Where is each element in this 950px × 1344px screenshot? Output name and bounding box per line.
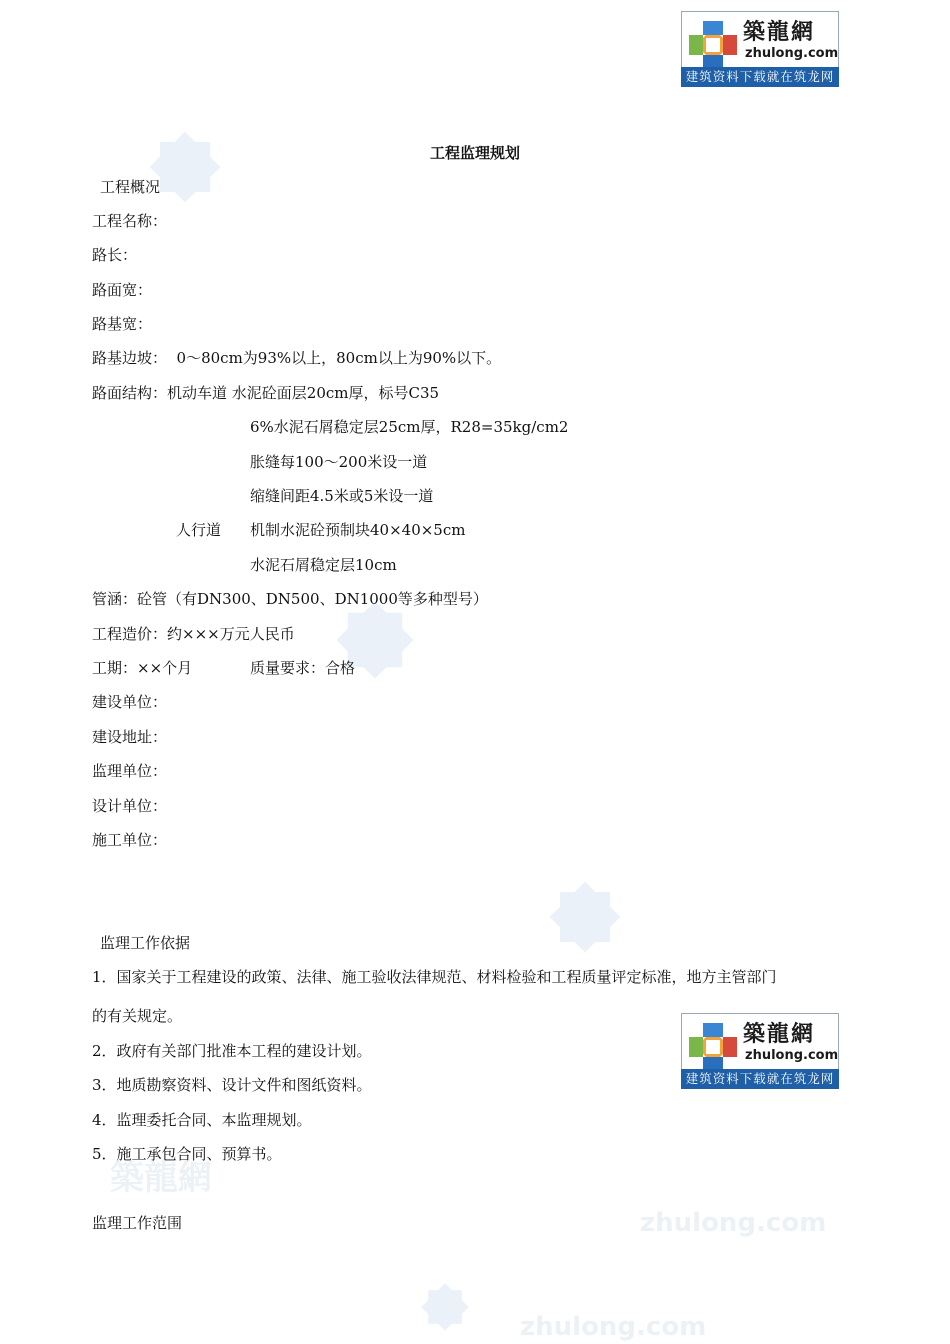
field-designer: 设计单位：	[92, 797, 168, 815]
document-title: 工程监理规划	[429, 144, 520, 162]
field-supervisor: 监理单位：	[92, 762, 168, 780]
zhulong-logo	[681, 1013, 839, 1089]
structure-line-4: 缩缝间距4.5米或5米设一道	[250, 487, 434, 505]
field-builder: 施工单位：	[92, 831, 168, 849]
sidewalk-line-2: 水泥石屑稳定层10cm	[250, 556, 397, 574]
logo-chinese-name: 築龍網	[743, 19, 816, 45]
basis-item: 1．国家关于工程建设的政策、法律、施工验收法律规范、材料检验和工程质量评定标准，地方主管部门	[92, 968, 777, 986]
field-period: 工期：××个月	[92, 659, 193, 677]
watermark-cn-text: 築龍網	[110, 1158, 212, 1198]
watermark-emblem-icon	[530, 862, 640, 972]
field-subgrade-slope: 路基边坡： 0～80cm为93%以上，80cm以上为90%以下。	[92, 349, 502, 367]
field-subgrade-width: 路基宽：	[92, 315, 153, 333]
section-heading-basis: 监理工作依据	[100, 934, 191, 952]
watermark-site-text: zhulong.com	[640, 1208, 827, 1238]
field-pavement-structure: 路面结构：机动车道 水泥砼面层20cm厚，标号C35	[92, 384, 440, 402]
basis-item: 5．施工承包合同、预算书。	[92, 1145, 282, 1163]
zhulong-emblem-icon	[687, 1021, 739, 1073]
zhulong-emblem-icon	[687, 19, 739, 71]
field-pavement-width: 路面宽：	[92, 281, 153, 299]
section-heading-overview: 工程概况	[100, 178, 161, 196]
zhulong-logo	[681, 11, 839, 87]
watermark-site-text: zhulong.com	[520, 1312, 707, 1342]
basis-item: 2．政府有关部门批准本工程的建设计划。	[92, 1042, 372, 1060]
field-culvert: 管涵：砼管（有DN300、DN500、DN1000等多种型号）	[92, 590, 488, 608]
structure-line-3: 胀缝每100～200米设一道	[250, 453, 428, 471]
field-quality: 质量要求：合格	[250, 659, 356, 677]
basis-item: 3．地质勘察资料、设计文件和图纸资料。	[92, 1076, 372, 1094]
field-address: 建设地址：	[92, 728, 168, 746]
field-project-name: 工程名称：	[92, 212, 168, 230]
logo-slogan: 建筑资料下载就在筑龙网	[681, 67, 839, 87]
watermark-emblem-icon	[130, 112, 240, 222]
logo-site-name: zhulong.com	[745, 1048, 839, 1063]
logo-site-name: zhulong.com	[745, 46, 839, 61]
field-road-length: 路长：	[92, 246, 138, 264]
logo-slogan: 建筑资料下载就在筑龙网	[681, 1069, 839, 1089]
basis-item: 4．监理委托合同、本监理规划。	[92, 1111, 312, 1129]
sidewalk-label: 人行道	[176, 521, 222, 539]
logo-chinese-name: 築龍網	[743, 1021, 816, 1047]
field-cost: 工程造价：约×××万元人民币	[92, 625, 295, 643]
section-heading-scope: 监理工作范围	[92, 1214, 183, 1232]
watermark-emblem-icon	[405, 1270, 485, 1344]
basis-item: 的有关规定。	[92, 1007, 183, 1025]
structure-line-2: 6%水泥石屑稳定层25cm厚，R28=35kg/cm2	[250, 418, 569, 436]
field-owner: 建设单位：	[92, 693, 168, 711]
sidewalk-line-1: 机制水泥砼预制块40×40×5cm	[250, 521, 466, 539]
